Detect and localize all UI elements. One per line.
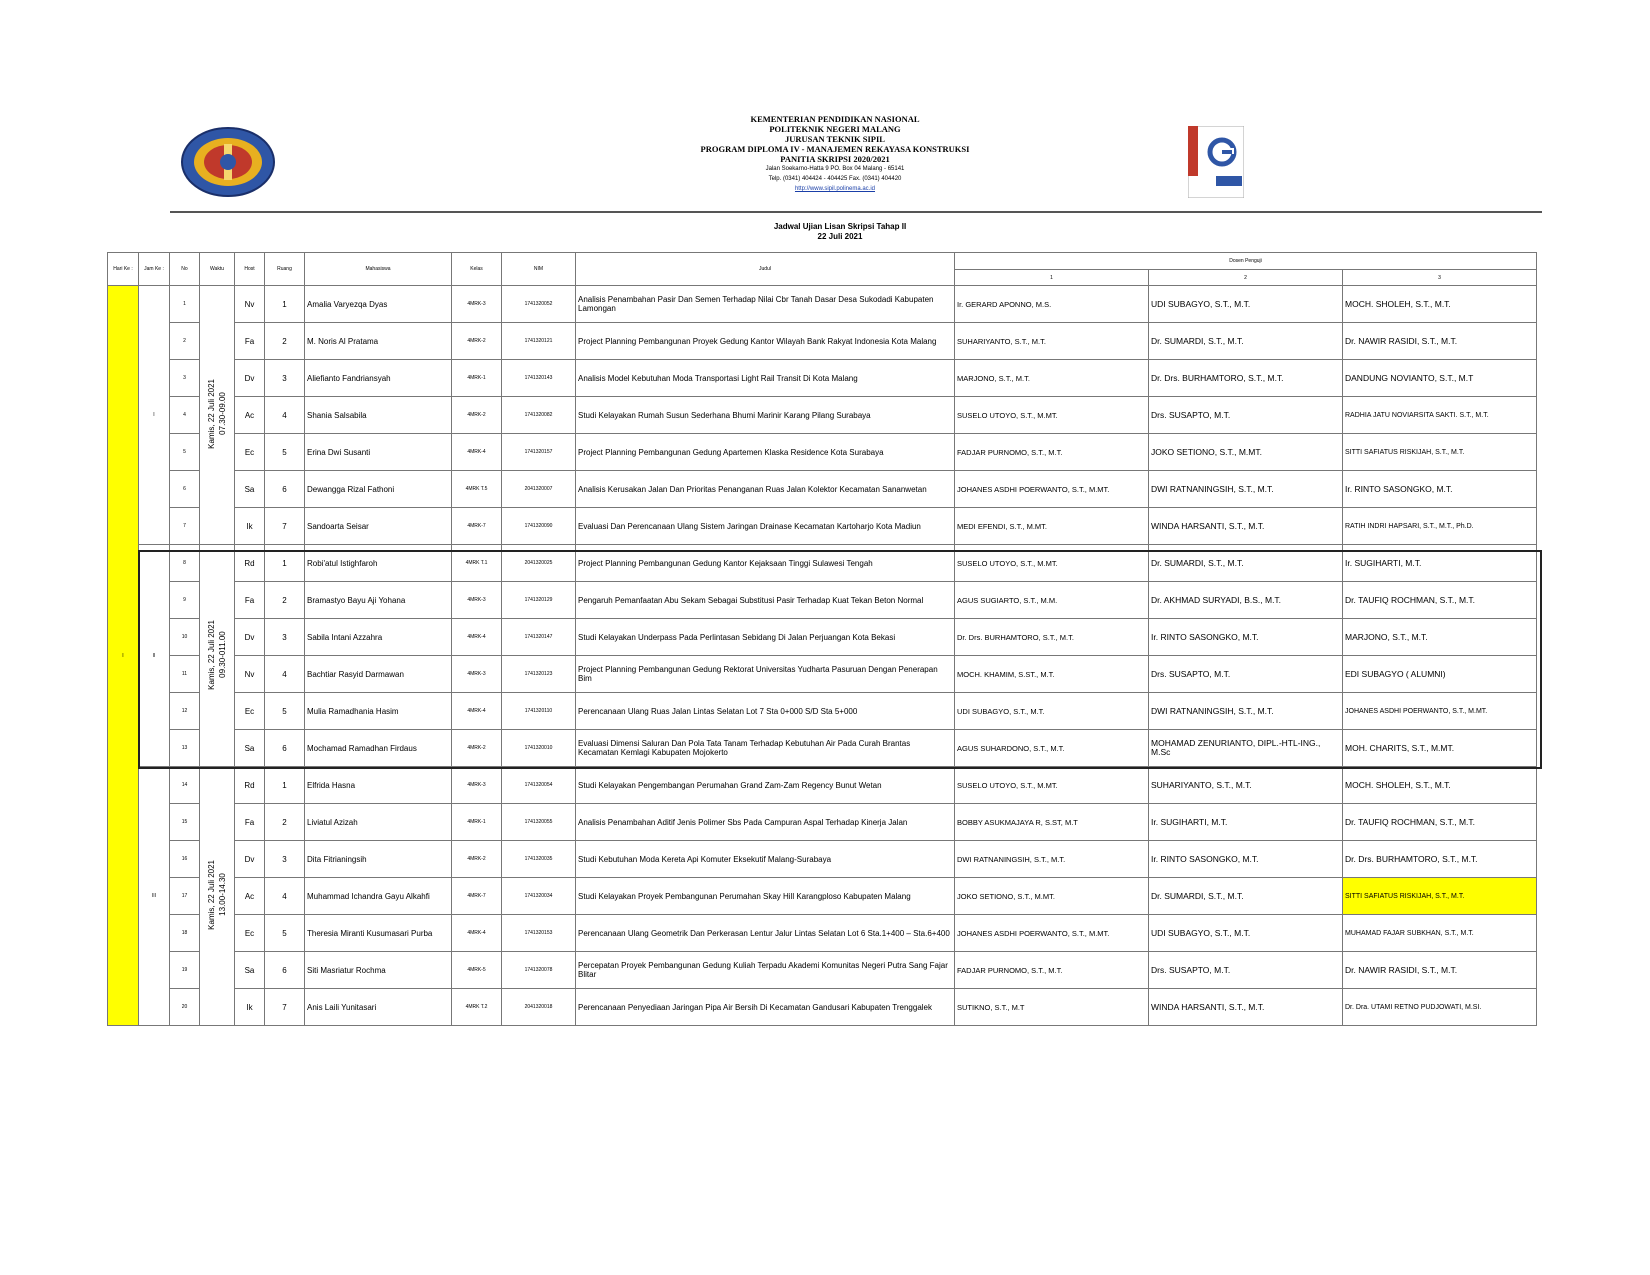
header-dosen-2: 2 bbox=[1149, 270, 1343, 286]
nim-cell: 1741320157 bbox=[502, 434, 576, 471]
judul-cell: Studi Kelayakan Rumah Susun Sederhana Bhumi Marinir Karang Pilang Surabaya bbox=[576, 397, 955, 434]
host-cell: Dv bbox=[235, 841, 265, 878]
judul-cell: Percepatan Proyek Pembangunan Gedung Kuliah Terpadu Akademi Komunitas Negeri Putra Sang Fajar Blitar bbox=[576, 952, 955, 989]
host-cell: Fa bbox=[235, 804, 265, 841]
no-cell: 3 bbox=[170, 360, 200, 397]
dosen1-cell: FADJAR PURNOMO, S.T., M.T. bbox=[955, 434, 1149, 471]
mahasiswa-cell: Erina Dwi Susanti bbox=[305, 434, 452, 471]
dosen1-cell: SUTIKNO, S.T., M.T bbox=[955, 989, 1149, 1026]
ruang-cell: 2 bbox=[265, 323, 305, 360]
dosen2-cell: Drs. SUSAPTO, M.T. bbox=[1149, 397, 1343, 434]
mahasiswa-cell: Anis Laili Yunitasari bbox=[305, 989, 452, 1026]
dosen2-cell: UDI SUBAGYO, S.T., M.T. bbox=[1149, 286, 1343, 323]
mahasiswa-cell: Liviatul Azizah bbox=[305, 804, 452, 841]
waktu-cell bbox=[200, 286, 235, 545]
nim-cell: 2041320007 bbox=[502, 471, 576, 508]
header-website-link[interactable]: http://www.sipil.polinema.ac.id bbox=[794, 186, 876, 192]
dosen1-cell: MARJONO, S.T., M.T. bbox=[955, 360, 1149, 397]
no-cell: 8 bbox=[170, 545, 200, 582]
waktu-cell bbox=[200, 767, 235, 1026]
dosen2-cell: Drs. SUSAPTO, M.T. bbox=[1149, 952, 1343, 989]
no-cell: 15 bbox=[170, 804, 200, 841]
dosen3-cell: MARJONO, S.T., M.T. bbox=[1343, 619, 1537, 656]
dosen1-cell: AGUS SUHARDONO, S.T., M.T. bbox=[955, 730, 1149, 767]
host-cell: Ec bbox=[235, 915, 265, 952]
no-cell: 6 bbox=[170, 471, 200, 508]
dosen3-cell: MOCH. SHOLEH, S.T., M.T. bbox=[1343, 767, 1537, 804]
nim-cell: 2041320025 bbox=[502, 545, 576, 582]
waktu-cell bbox=[200, 545, 235, 767]
ruang-cell: 6 bbox=[265, 730, 305, 767]
host-cell: Sa bbox=[235, 952, 265, 989]
table-row bbox=[108, 471, 1537, 508]
no-cell: 5 bbox=[170, 434, 200, 471]
dosen1-cell: SUHARIYANTO, S.T., M.T. bbox=[955, 323, 1149, 360]
mahasiswa-cell: M. Noris Al Pratama bbox=[305, 323, 452, 360]
judul-cell: Perencanaan Penyediaan Jaringan Pipa Air Bersih Di Kecamatan Gandusari Kabupaten Trenggalek bbox=[576, 989, 955, 1026]
no-cell: 16 bbox=[170, 841, 200, 878]
kelas-cell: 4MRK-1 bbox=[452, 804, 502, 841]
judul-cell: Pengaruh Pemanfaatan Abu Sekam Sebagai Substitusi Pasir Terhadap Kuat Tekan Beton Normal bbox=[576, 582, 955, 619]
dosen3-cell: JOHANES ASDHI POERWANTO, S.T., M.MT. bbox=[1343, 693, 1537, 730]
dosen3-cell: Dr. NAWIR RASIDI, S.T., M.T. bbox=[1343, 323, 1537, 360]
schedule-title-text: Jadwal Ujian Lisan Skripsi Tahap II bbox=[773, 222, 907, 231]
dosen2-cell: JOKO SETIONO, S.T., M.MT. bbox=[1149, 434, 1343, 471]
ruang-cell: 7 bbox=[265, 508, 305, 545]
dosen1-cell: JOHANES ASDHI POERWANTO, S.T., M.MT. bbox=[955, 471, 1149, 508]
judul-cell: Project Planning Pembangunan Gedung Kantor Kejaksaan Tinggi Sulawesi Tengah bbox=[576, 545, 955, 582]
table-row bbox=[108, 508, 1537, 545]
dosen3-cell: Ir. RINTO SASONGKO, M.T. bbox=[1343, 471, 1537, 508]
judul-cell: Project Planning Pembangunan Proyek Gedung Kantor Wilayah Bank Rakyat Indonesia Kota Malang bbox=[576, 323, 955, 360]
waktu-date: Kamis, 22 Juli 2021 bbox=[207, 860, 216, 930]
kelas-cell: 4MRK-4 bbox=[452, 915, 502, 952]
host-cell: Ik bbox=[235, 989, 265, 1026]
dosen3-cell: Dr. TAUFIQ ROCHMAN, S.T., M.T. bbox=[1343, 804, 1537, 841]
header-phone: Telp. (0341) 404424 - 404425 Fax. (0341) 404420 bbox=[768, 176, 902, 182]
ruang-cell: 4 bbox=[265, 656, 305, 693]
nim-cell: 1741320078 bbox=[502, 952, 576, 989]
certification-badge-icon bbox=[1188, 126, 1244, 198]
dosen3-cell: EDI SUBAGYO ( ALUMNI) bbox=[1343, 656, 1537, 693]
judul-cell: Studi Kelayakan Proyek Pembangunan Perumahan Skay Hill Karangploso Kabupaten Malang bbox=[576, 878, 955, 915]
no-cell: 12 bbox=[170, 693, 200, 730]
kelas-cell: 4MRK-4 bbox=[452, 434, 502, 471]
table-row bbox=[108, 582, 1537, 619]
host-cell: Rd bbox=[235, 545, 265, 582]
mahasiswa-cell: Aliefianto Fandriansyah bbox=[305, 360, 452, 397]
table-row bbox=[108, 545, 1537, 582]
ruang-cell: 5 bbox=[265, 434, 305, 471]
dosen1-cell: BOBBY ASUKMAJAYA R, S.ST, M.T bbox=[955, 804, 1149, 841]
judul-cell: Analisis Penambahan Pasir Dan Semen Terhadap Nilai Cbr Tanah Dasar Desa Sukodadi Kabupaten Lamongan bbox=[576, 286, 955, 323]
mahasiswa-cell: Shania Salsabila bbox=[305, 397, 452, 434]
nim-cell: 1741320153 bbox=[502, 915, 576, 952]
ruang-cell: 2 bbox=[265, 804, 305, 841]
host-cell: Nv bbox=[235, 656, 265, 693]
dosen3-cell: DANDUNG NOVIANTO, S.T., M.T bbox=[1343, 360, 1537, 397]
dosen1-cell: SUSELO UTOYO, S.T., M.MT. bbox=[955, 545, 1149, 582]
table-row bbox=[108, 619, 1537, 656]
waktu-time: 07.30-09.00 bbox=[218, 392, 227, 436]
dosen1-cell: SUSELO UTOYO, S.T., M.MT. bbox=[955, 767, 1149, 804]
mahasiswa-cell: Mulia Ramadhania Hasim bbox=[305, 693, 452, 730]
dosen2-cell: Ir. RINTO SASONGKO, M.T. bbox=[1149, 841, 1343, 878]
table-row bbox=[108, 878, 1537, 915]
waktu-date: Kamis, 22 Juli 2021 bbox=[207, 379, 216, 449]
nim-cell: 1741320147 bbox=[502, 619, 576, 656]
table-row bbox=[108, 804, 1537, 841]
header-no: No bbox=[170, 253, 200, 286]
dosen3-cell: SITTI SAFIATUS RISKIJAH, S.T., M.T. bbox=[1343, 434, 1537, 471]
table-row bbox=[108, 693, 1537, 730]
mahasiswa-cell: Muhammad Ichandra Gayu Alkahfi bbox=[305, 878, 452, 915]
judul-cell: Studi Kelayakan Pengembangan Perumahan Grand Zam-Zam Regency Bunut Wetan bbox=[576, 767, 955, 804]
host-cell: Dv bbox=[235, 619, 265, 656]
dosen1-cell: JOKO SETIONO, S.T., M.MT. bbox=[955, 878, 1149, 915]
judul-cell: Perencanaan Ulang Geometrik Dan Perkerasan Lentur Jalur Lintas Selatan Lot 6 Sta.1+400 – Sta.6+400 bbox=[576, 915, 955, 952]
host-cell: Ac bbox=[235, 878, 265, 915]
no-cell: 9 bbox=[170, 582, 200, 619]
host-cell: Ec bbox=[235, 693, 265, 730]
kelas-cell: 4MRK-5 bbox=[452, 952, 502, 989]
mahasiswa-cell: Elfrida Hasna bbox=[305, 767, 452, 804]
judul-cell: Project Planning Pembangunan Gedung Rektorat Universitas Yudharta Pasuruan Dengan Penerapan Bim bbox=[576, 656, 955, 693]
kelas-cell: 4MRK T.2 bbox=[452, 989, 502, 1026]
nim-cell: 1741320110 bbox=[502, 693, 576, 730]
dosen1-cell: UDI SUBAGYO, S.T., M.T. bbox=[955, 693, 1149, 730]
ruang-cell: 6 bbox=[265, 952, 305, 989]
judul-cell: Analisis Model Kebutuhan Moda Transportasi Light Rail Transit Di Kota Malang bbox=[576, 360, 955, 397]
kelas-cell: 4MRK-4 bbox=[452, 693, 502, 730]
dosen2-cell: SUHARIYANTO, S.T., M.T. bbox=[1149, 767, 1343, 804]
nim-cell: 2041320018 bbox=[502, 989, 576, 1026]
ruang-cell: 1 bbox=[265, 545, 305, 582]
dosen1-cell: SUSELO UTOYO, S.T., M.MT. bbox=[955, 397, 1149, 434]
ruang-cell: 1 bbox=[265, 286, 305, 323]
no-cell: 11 bbox=[170, 656, 200, 693]
schedule-title bbox=[740, 222, 940, 242]
nim-cell: 1741320121 bbox=[502, 323, 576, 360]
dosen3-cell: SITTI SAFIATUS RISKIJAH, S.T., M.T. bbox=[1343, 878, 1537, 915]
dosen2-cell: Dr. SUMARDI, S.T., M.T. bbox=[1149, 545, 1343, 582]
table-row bbox=[108, 434, 1537, 471]
ruang-cell: 3 bbox=[265, 619, 305, 656]
dosen3-cell: Dr. TAUFIQ ROCHMAN, S.T., M.T. bbox=[1343, 582, 1537, 619]
nim-cell: 1741320034 bbox=[502, 878, 576, 915]
nim-cell: 1741320082 bbox=[502, 397, 576, 434]
dosen3-cell: RATIH INDRI HAPSARI, S.T., M.T., Ph.D. bbox=[1343, 508, 1537, 545]
host-cell: Dv bbox=[235, 360, 265, 397]
judul-cell: Evaluasi Dimensi Saluran Dan Pola Tata Tanam Terhadap Kebutuhan Air Pada Curah Brantas Kecamatan Kemlagi Kabupaten Mojokerto bbox=[576, 730, 955, 767]
host-cell: Fa bbox=[235, 323, 265, 360]
mahasiswa-cell: Bachtiar Rasyid Darmawan bbox=[305, 656, 452, 693]
mahasiswa-cell: Amalia Varyezqa Dyas bbox=[305, 286, 452, 323]
waktu-date: Kamis, 22 Juli 2021 bbox=[207, 619, 216, 690]
header-dosen-1: 1 bbox=[955, 270, 1149, 286]
jam-cell: I bbox=[139, 286, 170, 545]
kelas-cell: 4MRK-7 bbox=[452, 878, 502, 915]
header-hari: Hari Ke : bbox=[108, 253, 139, 286]
nim-cell: 1741320010 bbox=[502, 730, 576, 767]
header-line-1: KEMENTERIAN PENDIDIKAN NASIONAL bbox=[750, 114, 920, 124]
no-cell: 18 bbox=[170, 915, 200, 952]
header-judul: Judul bbox=[576, 253, 955, 286]
dosen3-cell: Ir. SUGIHARTI, M.T. bbox=[1343, 545, 1537, 582]
kelas-cell: 4MRK-7 bbox=[452, 508, 502, 545]
ruang-cell: 4 bbox=[265, 397, 305, 434]
dosen3-cell: RADHIA JATU NOVIARSITA SAKTI. S.T., M.T. bbox=[1343, 397, 1537, 434]
dosen3-cell: MUHAMAD FAJAR SUBKHAN, S.T., M.T. bbox=[1343, 915, 1537, 952]
dosen2-cell: Dr. SUMARDI, S.T., M.T. bbox=[1149, 878, 1343, 915]
kelas-cell: 4MRK-2 bbox=[452, 841, 502, 878]
institution-block bbox=[640, 114, 1030, 194]
header-line-2: POLITEKNIK NEGERI MALANG bbox=[769, 124, 901, 134]
table-row bbox=[108, 915, 1537, 952]
ruang-cell: 4 bbox=[265, 878, 305, 915]
table-row bbox=[108, 952, 1537, 989]
dosen2-cell: WINDA HARSANTI, S.T., M.T. bbox=[1149, 989, 1343, 1026]
dosen1-cell: Dr. Drs. BURHAMTORO, S.T., M.T. bbox=[955, 619, 1149, 656]
no-cell: 2 bbox=[170, 323, 200, 360]
mahasiswa-cell: Mochamad Ramadhan Firdaus bbox=[305, 730, 452, 767]
no-cell: 19 bbox=[170, 952, 200, 989]
dosen1-cell: JOHANES ASDHI POERWANTO, S.T., M.MT. bbox=[955, 915, 1149, 952]
host-cell: Sa bbox=[235, 471, 265, 508]
nim-cell: 1741320052 bbox=[502, 286, 576, 323]
kelas-cell: 4MRK-2 bbox=[452, 397, 502, 434]
mahasiswa-cell: Sandoarta Seisar bbox=[305, 508, 452, 545]
dosen3-cell: MOCH. SHOLEH, S.T., M.T. bbox=[1343, 286, 1537, 323]
waktu-time: 13.00-14.30 bbox=[218, 873, 227, 917]
header-host: Host bbox=[235, 253, 265, 286]
judul-cell: Project Planning Pembangunan Gedung Apartemen Klaska Residence Kota Surabaya bbox=[576, 434, 955, 471]
nim-cell: 1741320129 bbox=[502, 582, 576, 619]
table-row bbox=[108, 656, 1537, 693]
judul-cell: Evaluasi Dan Perencanaan Ulang Sistem Jaringan Drainase Kecamatan Kartoharjo Kota Madiun bbox=[576, 508, 955, 545]
nim-cell: 1741320090 bbox=[502, 508, 576, 545]
header-dosen-penguji: Dosen Penguji bbox=[955, 253, 1537, 270]
dosen3-cell: Dr. NAWIR RASIDI, S.T., M.T. bbox=[1343, 952, 1537, 989]
host-cell: Nv bbox=[235, 286, 265, 323]
dosen3-cell: Dr. Dra. UTAMI RETNO PUDJOWATI, M.SI. bbox=[1343, 989, 1537, 1026]
no-cell: 7 bbox=[170, 508, 200, 545]
ruang-cell: 1 bbox=[265, 767, 305, 804]
table-row bbox=[108, 730, 1537, 767]
header-address: Jalan Soekarno-Hatta 9 PO. Box 04 Malang - 65141 bbox=[765, 166, 905, 172]
mahasiswa-cell: Bramastyo Bayu Aji Yohana bbox=[305, 582, 452, 619]
judul-cell: Analisis Kerusakan Jalan Dan Prioritas Penanganan Ruas Jalan Kolektor Kecamatan Sananwetan bbox=[576, 471, 955, 508]
waktu-vertical bbox=[206, 860, 228, 930]
polinema-logo-icon bbox=[180, 126, 276, 198]
table-header-row bbox=[108, 253, 1537, 270]
kelas-cell: 4MRK-3 bbox=[452, 767, 502, 804]
table-row bbox=[108, 767, 1537, 804]
table-row bbox=[108, 989, 1537, 1026]
nim-cell: 1741320143 bbox=[502, 360, 576, 397]
dosen1-cell: FADJAR PURNOMO, S.T., M.T. bbox=[955, 952, 1149, 989]
kelas-cell: 4MRK-3 bbox=[452, 582, 502, 619]
header-line-4: PROGRAM DIPLOMA IV - MANAJEMEN REKAYASA KONSTRUKSI bbox=[700, 144, 970, 154]
dosen2-cell: Dr. Drs. BURHAMTORO, S.T., M.T. bbox=[1149, 360, 1343, 397]
kelas-cell: 4MRK-4 bbox=[452, 619, 502, 656]
ruang-cell: 5 bbox=[265, 915, 305, 952]
table-row bbox=[108, 397, 1537, 434]
judul-cell: Analisis Penambahan Aditif Jenis Polimer Sbs Pada Campuran Aspal Terhadap Kinerja Jalan bbox=[576, 804, 955, 841]
header-line-5: PANITIA SKRIPSI 2020/2021 bbox=[780, 154, 890, 164]
header-ruang: Ruang bbox=[265, 253, 305, 286]
nim-cell: 1741320055 bbox=[502, 804, 576, 841]
waktu-time: 09.30-011.00 bbox=[218, 631, 227, 678]
kelas-cell: 4MRK-2 bbox=[452, 730, 502, 767]
dosen1-cell: DWI RATNANINGSIH, S.T., M.T. bbox=[955, 841, 1149, 878]
dosen2-cell: DWI RATNANINGSIH, S.T., M.T. bbox=[1149, 471, 1343, 508]
header-mahasiswa: Mahasiswa bbox=[305, 253, 452, 286]
waktu-vertical bbox=[206, 620, 228, 690]
mahasiswa-cell: Robi'atul Istighfaroh bbox=[305, 545, 452, 582]
dosen2-cell: Drs. SUSAPTO, M.T. bbox=[1149, 656, 1343, 693]
no-cell: 1 bbox=[170, 286, 200, 323]
ruang-cell: 3 bbox=[265, 841, 305, 878]
kelas-cell: 4MRK-2 bbox=[452, 323, 502, 360]
dosen3-cell: Dr. Drs. BURHAMTORO, S.T., M.T. bbox=[1343, 841, 1537, 878]
host-cell: Ik bbox=[235, 508, 265, 545]
mahasiswa-cell: Sabila Intani Azzahra bbox=[305, 619, 452, 656]
dosen2-cell: Dr. AKHMAD SURYADI, B.S., M.T. bbox=[1149, 582, 1343, 619]
no-cell: 14 bbox=[170, 767, 200, 804]
dosen2-cell: MOHAMAD ZENURIANTO, DIPL.-HTL-ING., M.Sc bbox=[1149, 730, 1343, 767]
table-row bbox=[108, 323, 1537, 360]
kelas-cell: 4MRK-3 bbox=[452, 656, 502, 693]
jam-cell: II bbox=[139, 545, 170, 767]
dosen1-cell: MOCH. KHAMIM, S.ST., M.T. bbox=[955, 656, 1149, 693]
dosen2-cell: Dr. SUMARDI, S.T., M.T. bbox=[1149, 323, 1343, 360]
header-waktu: Waktu bbox=[200, 253, 235, 286]
mahasiswa-cell: Dewangga Rizal Fathoni bbox=[305, 471, 452, 508]
no-cell: 10 bbox=[170, 619, 200, 656]
header-kelas: Kelas bbox=[452, 253, 502, 286]
dosen2-cell: WINDA HARSANTI, S.T., M.T. bbox=[1149, 508, 1343, 545]
dosen2-cell: DWI RATNANINGSIH, S.T., M.T. bbox=[1149, 693, 1343, 730]
ruang-cell: 7 bbox=[265, 989, 305, 1026]
table-row bbox=[108, 286, 1537, 323]
kelas-cell: 4MRK T.5 bbox=[452, 471, 502, 508]
nim-cell: 1741320035 bbox=[502, 841, 576, 878]
judul-cell: Studi Kelayakan Underpass Pada Perlintasan Sebidang Di Jalan Perjuangan Kota Bekasi bbox=[576, 619, 955, 656]
header-dosen-3: 3 bbox=[1343, 270, 1537, 286]
host-cell: Sa bbox=[235, 730, 265, 767]
header-line-3: JURUSAN TEKNIK SIPIL bbox=[785, 134, 885, 144]
ruang-cell: 6 bbox=[265, 471, 305, 508]
host-cell: Ec bbox=[235, 434, 265, 471]
ruang-cell: 5 bbox=[265, 693, 305, 730]
dosen2-cell: Ir. RINTO SASONGKO, M.T. bbox=[1149, 619, 1343, 656]
no-cell: 20 bbox=[170, 989, 200, 1026]
host-cell: Ac bbox=[235, 397, 265, 434]
mahasiswa-cell: Dita Fitrianingsih bbox=[305, 841, 452, 878]
dosen2-cell: UDI SUBAGYO, S.T., M.T. bbox=[1149, 915, 1343, 952]
dosen3-cell: MOH. CHARITS, S.T., M.MT. bbox=[1343, 730, 1537, 767]
dosen1-cell: MEDI EFENDI, S.T., M.MT. bbox=[955, 508, 1149, 545]
kelas-cell: 4MRK-3 bbox=[452, 286, 502, 323]
nim-cell: 1741320123 bbox=[502, 656, 576, 693]
dosen1-cell: AGUS SUGIARTO, S.T., M.M. bbox=[955, 582, 1149, 619]
dosen1-cell: Ir. GERARD APONNO, M.S. bbox=[955, 286, 1149, 323]
ruang-cell: 2 bbox=[265, 582, 305, 619]
exam-schedule-table bbox=[107, 252, 1537, 1026]
kelas-cell: 4MRK T.1 bbox=[452, 545, 502, 582]
header-divider bbox=[170, 211, 1542, 213]
jam-cell: III bbox=[139, 767, 170, 1026]
header-nim: NIM bbox=[502, 253, 576, 286]
judul-cell: Perencanaan Ulang Ruas Jalan Lintas Selatan Lot 7 Sta 0+000 S/D Sta 5+000 bbox=[576, 693, 955, 730]
no-cell: 13 bbox=[170, 730, 200, 767]
mahasiswa-cell: Theresia Miranti Kusumasari Purba bbox=[305, 915, 452, 952]
dosen2-cell: Ir. SUGIHARTI, M.T. bbox=[1149, 804, 1343, 841]
mahasiswa-cell: Siti Masriatur Rochma bbox=[305, 952, 452, 989]
host-cell: Fa bbox=[235, 582, 265, 619]
no-cell: 17 bbox=[170, 878, 200, 915]
no-cell: 4 bbox=[170, 397, 200, 434]
table-row bbox=[108, 360, 1537, 397]
ruang-cell: 3 bbox=[265, 360, 305, 397]
waktu-vertical bbox=[206, 379, 228, 449]
judul-cell: Studi Kebutuhan Moda Kereta Api Komuter Eksekutif Malang-Surabaya bbox=[576, 841, 955, 878]
header-jam: Jam Ke : bbox=[139, 253, 170, 286]
hari-cell: I bbox=[108, 286, 139, 1026]
schedule-date: 22 Juli 2021 bbox=[817, 232, 863, 241]
nim-cell: 1741320054 bbox=[502, 767, 576, 804]
kelas-cell: 4MRK-1 bbox=[452, 360, 502, 397]
host-cell: Rd bbox=[235, 767, 265, 804]
table-row bbox=[108, 841, 1537, 878]
